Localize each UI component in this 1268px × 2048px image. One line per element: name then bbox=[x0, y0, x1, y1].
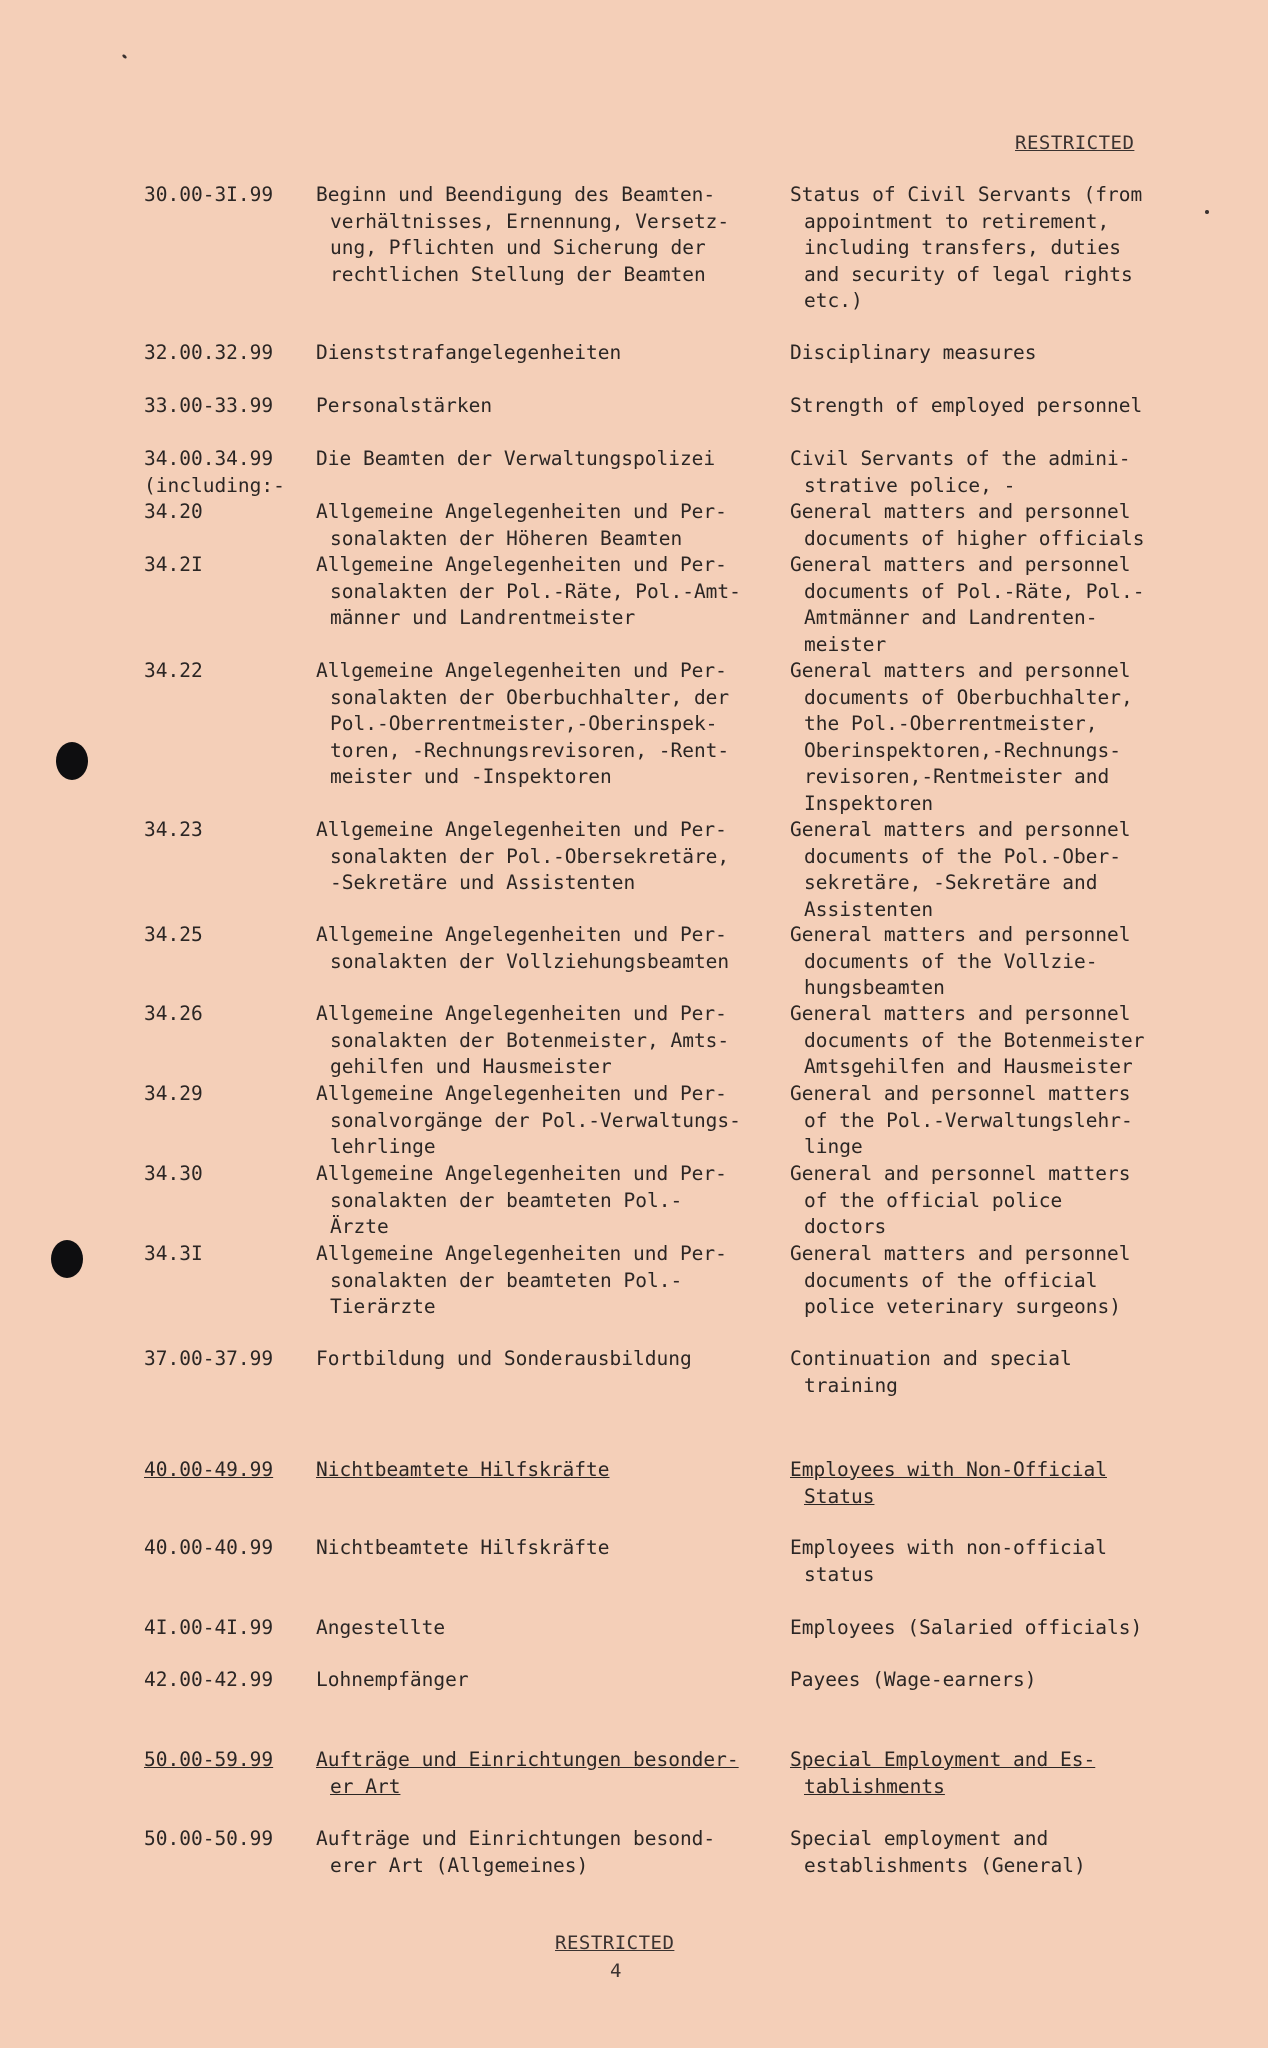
file-code-line: 34.20 bbox=[144, 500, 203, 523]
english-translation-line: Disciplinary measures bbox=[790, 341, 1037, 364]
english-translation-line: and security of legal rights bbox=[804, 262, 1133, 286]
english-translation-line: hungsbeamten bbox=[804, 976, 945, 999]
german-description-line: meister und -Inspektoren bbox=[330, 765, 612, 788]
english-translation-line: documents of the Botenmeister bbox=[804, 1028, 1145, 1052]
file-code-line: 34.29 bbox=[144, 1082, 203, 1105]
file-code-line: 50.00-50.99 bbox=[144, 1827, 274, 1850]
german-description-line: sonalakten der Oberbuchhalter, der bbox=[330, 685, 730, 709]
english-translation-line: General and personnel matters bbox=[790, 1082, 1131, 1105]
file-code bbox=[144, 1241, 203, 1268]
german-description-line: Personalstärken bbox=[316, 394, 493, 417]
english-translation-line: documents of higher officials bbox=[804, 526, 1145, 550]
german-description-line: Aufträge und Einrichtungen besond- bbox=[316, 1827, 716, 1850]
english-translation bbox=[790, 1826, 1200, 1879]
german-description-line: toren, -Rechnungsrevisoren, -Rent- bbox=[330, 738, 730, 762]
file-code-line: 34.25 bbox=[144, 923, 203, 946]
classification-header: RESTRICTED bbox=[1015, 132, 1135, 154]
file-code-line: 33.00-33.99 bbox=[144, 394, 274, 417]
german-description-line: verhältnisses, Ernennung, Versetz- bbox=[330, 209, 730, 233]
german-description-line: Nichtbeamtete Hilfskräfte bbox=[316, 1536, 610, 1559]
file-code bbox=[144, 1826, 273, 1853]
file-code bbox=[144, 1747, 273, 1774]
german-description-line: Allgemeine Angelegenheiten und Per- bbox=[316, 1162, 727, 1185]
english-translation-line: General matters and personnel bbox=[790, 1242, 1131, 1265]
german-description-line: Fortbildung und Sonderausbildung bbox=[316, 1347, 692, 1370]
english-translation-line: General matters and personnel bbox=[790, 659, 1131, 682]
german-description bbox=[316, 446, 786, 473]
english-translation-line: Employees with non-official bbox=[790, 1536, 1107, 1559]
english-translation bbox=[790, 1747, 1200, 1800]
file-code bbox=[144, 658, 203, 685]
english-translation-line: meister bbox=[804, 632, 887, 656]
german-description-line: Allgemeine Angelegenheiten und Per- bbox=[316, 818, 727, 841]
english-translation-line: status bbox=[804, 1562, 875, 1586]
english-translation-line: documents of the official bbox=[804, 1268, 1098, 1292]
english-translation-line: linge bbox=[804, 1135, 863, 1158]
english-translation bbox=[790, 817, 1200, 923]
file-code bbox=[144, 1161, 203, 1188]
german-description-line: Pol.-Oberrentmeister,-Oberinspek- bbox=[330, 712, 718, 735]
file-code bbox=[144, 1535, 273, 1562]
english-translation-line: General matters and personnel bbox=[790, 1002, 1131, 1025]
german-description-line: männer und Landrentmeister bbox=[330, 606, 636, 629]
german-description bbox=[316, 1826, 786, 1879]
english-translation-line: training bbox=[804, 1373, 898, 1397]
english-translation-line: Civil Servants of the admini- bbox=[790, 447, 1131, 470]
german-description-line: Lohnempfänger bbox=[316, 1668, 469, 1691]
english-translation bbox=[790, 1001, 1200, 1081]
english-translation-line: Oberinspektoren,-Rechnungs- bbox=[804, 738, 1121, 762]
file-code bbox=[144, 922, 203, 949]
file-code bbox=[144, 1346, 273, 1373]
file-code-line: 34.2I bbox=[144, 553, 203, 576]
english-translation bbox=[790, 1457, 1200, 1510]
german-description-line: Allgemeine Angelegenheiten und Per- bbox=[316, 1002, 727, 1025]
english-translation-line: sekretäre, -Sekretäre and bbox=[804, 871, 1098, 894]
german-description-line: ung, Pflichten und Sicherung der bbox=[330, 236, 706, 259]
english-translation-line: Employees (Salaried officials) bbox=[790, 1616, 1143, 1639]
english-translation-line: including transfers, duties bbox=[804, 236, 1121, 259]
file-code-line: 34.30 bbox=[144, 1162, 203, 1185]
german-description-line: sonalakten der Pol.-Obersekretäre, bbox=[330, 844, 730, 868]
german-description bbox=[316, 658, 786, 791]
german-description bbox=[316, 1615, 786, 1642]
english-translation bbox=[790, 393, 1200, 420]
file-code bbox=[144, 182, 273, 209]
file-code-line: 34.26 bbox=[144, 1002, 203, 1025]
german-description bbox=[316, 340, 786, 367]
english-translation-line: revisoren,-Rentmeister and bbox=[804, 765, 1110, 788]
german-description-line: sonalakten der Höheren Beamten bbox=[330, 526, 683, 550]
english-translation bbox=[790, 658, 1200, 817]
english-translation bbox=[790, 499, 1200, 552]
punch-hole bbox=[56, 742, 88, 780]
german-description bbox=[316, 1667, 786, 1694]
english-translation-line: Status of Civil Servants (from bbox=[790, 183, 1143, 206]
file-code-line: 50.00-59.99 bbox=[144, 1748, 274, 1771]
english-translation-line: Special employment and bbox=[790, 1827, 1049, 1850]
ink-speck bbox=[122, 54, 128, 60]
german-description-line: Angestellte bbox=[316, 1616, 446, 1639]
english-translation-line: General matters and personnel bbox=[790, 923, 1131, 946]
german-description bbox=[316, 1747, 786, 1800]
german-description-line: Tierärzte bbox=[330, 1295, 436, 1318]
file-code-line: 4I.00-4I.99 bbox=[144, 1616, 274, 1639]
file-code bbox=[144, 817, 203, 844]
english-translation-line: Assistenten bbox=[804, 897, 934, 921]
german-description-line: Allgemeine Angelegenheiten und Per- bbox=[316, 500, 727, 523]
english-translation-line: the Pol.-Oberrentmeister, bbox=[804, 712, 1098, 735]
german-description bbox=[316, 552, 786, 632]
file-code bbox=[144, 1457, 273, 1484]
file-code-line: 40.00-40.99 bbox=[144, 1536, 274, 1559]
german-description bbox=[316, 922, 786, 975]
german-description bbox=[316, 1346, 786, 1373]
file-code bbox=[144, 552, 203, 579]
file-code-line: 34.00.34.99 bbox=[144, 447, 274, 470]
german-description-line: sonalakten der Botenmeister, Amts- bbox=[330, 1028, 730, 1052]
english-translation-line: strative police, - bbox=[804, 473, 1016, 497]
german-description-line: Nichtbeamtete Hilfskräfte bbox=[316, 1458, 610, 1481]
german-description-line: erer Art (Allgemeines) bbox=[330, 1853, 589, 1877]
english-translation-line: General matters and personnel bbox=[790, 818, 1131, 841]
english-translation-line: etc.) bbox=[804, 289, 863, 312]
english-translation-line: police veterinary surgeons) bbox=[804, 1295, 1121, 1318]
english-translation-line: Inspektoren bbox=[804, 791, 934, 815]
english-translation-line: doctors bbox=[804, 1215, 887, 1238]
file-code bbox=[144, 1667, 273, 1694]
english-translation bbox=[790, 340, 1200, 367]
german-description-line: sonalakten der beamteten Pol.- bbox=[330, 1268, 683, 1292]
english-translation bbox=[790, 1535, 1200, 1588]
english-translation-line: Strength of employed personnel bbox=[790, 394, 1143, 417]
english-translation bbox=[790, 1667, 1200, 1694]
german-description-line: gehilfen und Hausmeister bbox=[330, 1055, 612, 1078]
english-translation-line: Status bbox=[804, 1484, 875, 1508]
file-code bbox=[144, 499, 203, 526]
english-translation bbox=[790, 182, 1200, 315]
german-description bbox=[316, 817, 786, 897]
german-description-line: er Art bbox=[330, 1774, 401, 1798]
english-translation-line: Amtsgehilfen and Hausmeister bbox=[804, 1055, 1133, 1078]
english-translation-line: establishments (General) bbox=[804, 1853, 1086, 1877]
english-translation-line: of the official police bbox=[804, 1188, 1063, 1212]
punch-hole bbox=[51, 1240, 83, 1278]
german-description bbox=[316, 182, 786, 288]
german-description bbox=[316, 1161, 786, 1241]
german-description-line: Allgemeine Angelegenheiten und Per- bbox=[316, 553, 727, 576]
english-translation-line: of the Pol.-Verwaltungslehr- bbox=[804, 1108, 1133, 1132]
english-translation bbox=[790, 1241, 1200, 1321]
file-code bbox=[144, 1081, 203, 1108]
english-translation-line: General matters and personnel bbox=[790, 500, 1131, 523]
english-translation-line: documents of the Vollzie- bbox=[804, 949, 1098, 973]
german-description-line: lehrlinge bbox=[330, 1135, 436, 1158]
english-translation-line: Special Employment and Es- bbox=[790, 1748, 1096, 1771]
file-code-line: (including:- bbox=[144, 473, 285, 497]
german-description-line: Allgemeine Angelegenheiten und Per- bbox=[316, 1082, 727, 1105]
english-translation bbox=[790, 446, 1200, 499]
german-description bbox=[316, 1457, 786, 1484]
english-translation bbox=[790, 1346, 1200, 1399]
german-description-line: sonalakten der Vollziehungsbeamten bbox=[330, 949, 730, 973]
german-description-line: sonalakten der beamteten Pol.- bbox=[330, 1188, 683, 1212]
german-description-line: Allgemeine Angelegenheiten und Per- bbox=[316, 923, 727, 946]
file-code bbox=[144, 1615, 273, 1642]
english-translation-line: General and personnel matters bbox=[790, 1162, 1131, 1185]
english-translation-line: Payees (Wage-earners) bbox=[790, 1668, 1037, 1691]
english-translation-line: Continuation and special bbox=[790, 1347, 1072, 1370]
english-translation-line: appointment to retirement, bbox=[804, 209, 1110, 233]
ink-speck bbox=[1205, 210, 1209, 214]
english-translation bbox=[790, 922, 1200, 1002]
english-translation-line: documents of the Pol.-Ober- bbox=[804, 844, 1121, 868]
classification-footer: RESTRICTED bbox=[555, 1932, 675, 1954]
german-description bbox=[316, 1535, 786, 1562]
file-code-line: 40.00-49.99 bbox=[144, 1458, 274, 1481]
file-code-line: 34.23 bbox=[144, 818, 203, 841]
file-code-line: 32.00.32.99 bbox=[144, 341, 274, 364]
german-description-line: Dienststrafangelegenheiten bbox=[316, 341, 622, 364]
file-code-line: 30.00-3I.99 bbox=[144, 183, 274, 206]
file-code bbox=[144, 340, 273, 367]
english-translation bbox=[790, 1081, 1200, 1161]
file-code bbox=[144, 393, 273, 420]
english-translation bbox=[790, 1615, 1200, 1642]
german-description-line: rechtlichen Stellung der Beamten bbox=[330, 262, 706, 286]
german-description-line: -Sekretäre und Assistenten bbox=[330, 871, 636, 894]
page-number: 4 bbox=[610, 1960, 622, 1982]
german-description bbox=[316, 1241, 786, 1321]
german-description-line: Aufträge und Einrichtungen besonder- bbox=[316, 1748, 739, 1771]
german-description bbox=[316, 1001, 786, 1081]
german-description-line: sonalakten der Pol.-Räte, Pol.-Amt- bbox=[330, 579, 741, 603]
german-description-line: Die Beamten der Verwaltungspolizei bbox=[316, 447, 716, 470]
english-translation-line: documents of Pol.-Räte, Pol.- bbox=[804, 579, 1145, 603]
file-code-line: 34.22 bbox=[144, 659, 203, 682]
german-description-line: Beginn und Beendigung des Beamten- bbox=[316, 183, 716, 206]
english-translation-line: tablishments bbox=[804, 1774, 945, 1798]
file-code bbox=[144, 446, 285, 499]
german-description-line: sonalvorgänge der Pol.-Verwaltungs- bbox=[330, 1108, 741, 1132]
english-translation-line: Amtmänner and Landrenten- bbox=[804, 606, 1098, 629]
file-code-line: 37.00-37.99 bbox=[144, 1347, 274, 1370]
german-description-line: Ärzte bbox=[330, 1215, 389, 1238]
file-code-line: 42.00-42.99 bbox=[144, 1668, 274, 1691]
german-description-line: Allgemeine Angelegenheiten und Per- bbox=[316, 659, 727, 682]
file-code bbox=[144, 1001, 203, 1028]
english-translation bbox=[790, 1161, 1200, 1241]
german-description-line: Allgemeine Angelegenheiten und Per- bbox=[316, 1242, 727, 1265]
german-description bbox=[316, 1081, 786, 1161]
english-translation-line: General matters and personnel bbox=[790, 553, 1131, 576]
english-translation bbox=[790, 552, 1200, 658]
english-translation-line: Employees with Non-Official bbox=[790, 1458, 1107, 1481]
file-code-line: 34.3I bbox=[144, 1242, 203, 1265]
english-translation-line: documents of Oberbuchhalter, bbox=[804, 685, 1133, 709]
german-description bbox=[316, 499, 786, 552]
german-description bbox=[316, 393, 786, 420]
